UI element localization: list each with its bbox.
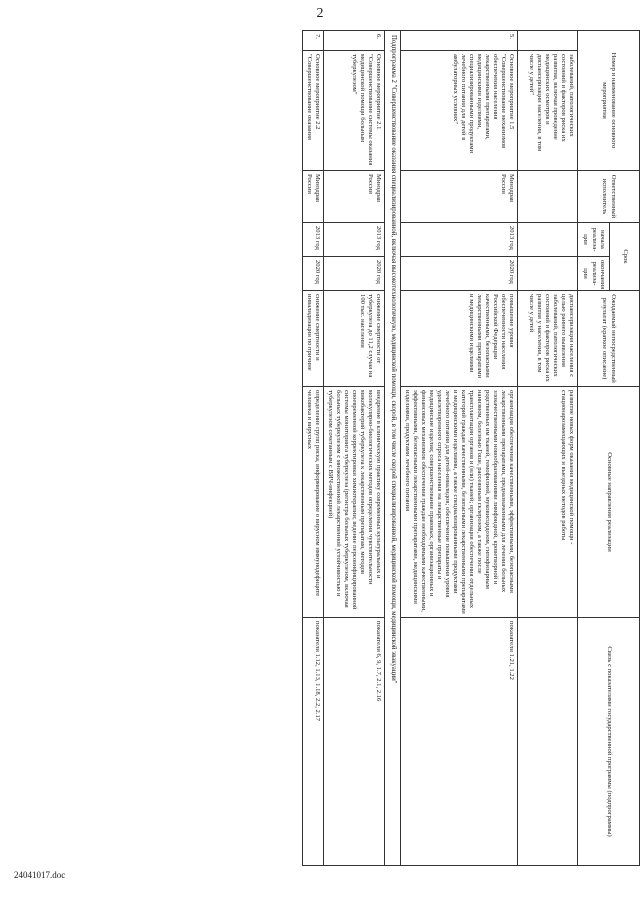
header-directions: Основные направления реализации: [578, 387, 640, 618]
subprogram-row: [385, 31, 400, 866]
row-number: 6.: [324, 31, 385, 51]
measure-result: снижение смертности и инвалидизации по причине: [303, 291, 324, 387]
measure-name: заболеваний, патологических состояний и факторов риска их развития, включая проведение медицинских осмотров и диспансеризации населения, в том числе у детей": [518, 51, 578, 171]
header-executor: Ответственный исполнитель: [578, 171, 640, 223]
header-term: Срок: [610, 223, 640, 291]
measure-start: 2013 год: [324, 223, 385, 257]
measure-result: повышение уровня обеспеченности населения Российской Федерации качественными, безопасными лекарственными препаратами и медицинскими изделиями: [400, 291, 517, 387]
row-number: 7.: [303, 31, 324, 51]
measure-name: Основное мероприятие 2.1 "Совершенствование системы оказания медицинской помощи больным туберкулезом": [324, 51, 385, 171]
measure-end: 2020 год: [324, 257, 385, 291]
measure-name: Основное мероприятие 1.5 "Совершенствование механизмов обеспечения населения лекарственными препаратами, медицинскими изделиями, специализированными продуктами лечебного питания для детей в амбулаторных условиях": [400, 51, 517, 171]
table-row: [324, 31, 385, 866]
header-start: начала реализа-ции: [578, 223, 610, 257]
measure-directions: организация обеспечения качественными, эффективными, безопасными лекарственными препаратами, предназначенными для лечения больных злокачественными новообразованиями лимфоидной, кроветворной и родственных им тканей, гемофилией, муковисцидозом, гипофизарным нанизмом, болезнью Гоше, рассеянным склерозом, а также после трансплантации органов и (или) тканей; организация обеспечения отдельных категорий граждан качественными, безопасными лекарственными препаратами и медицинскими изделиями, а также специализированными продуктами лечебного питания для детей-инвалидов; обеспечение повышения уровня удовлетворенного спроса населения на лекарственные препараты и медицинские изделия; совершенствование правовых, организационных и финансовых механизмов обеспечения граждан необходимыми качественными, эффективными, безопасными лекарственными препаратами, медицинскими изделиями, продуктами лечебного питания: [400, 387, 517, 618]
subprogram-title: Подпрограмма 2 "Совершенствование оказания специализированной, включая высокотехнологичную, медицинской помощи, скорой, в том числе скорой специализированной, медицинской помощи, медицинской эвакуации": [385, 31, 400, 866]
measure-end: 2020 год: [400, 257, 517, 291]
measure-link: показатели 1.12, 1.13, 1.18, 2.2, 2.17: [303, 618, 324, 866]
measure-directions: развитие новых форм оказания медицинской помощи - стационарозамещающих и выездных методов работы: [518, 387, 578, 618]
measures-table: [302, 30, 640, 866]
measure-start: 2013 год: [400, 223, 517, 257]
table-row: [400, 31, 517, 866]
table-row: [518, 31, 578, 866]
table-row: [303, 31, 324, 866]
measure-executor: Минздрав России: [400, 171, 517, 223]
measure-executor: Минздрав России: [303, 171, 324, 223]
header-link: Связь с показателями государственной программы (подпрограммы): [578, 618, 640, 866]
measure-link: [518, 618, 578, 866]
page-number: 2: [316, 6, 324, 21]
measure-start: [518, 223, 578, 257]
rotated-table-page: [50, 30, 640, 865]
measure-directions: внедрение в клиническую практику современных культуральных и молекулярно-биологических методов определения чувствительности микобактерий туберкулеза к лекарственным препаратам, методов своевременной корректировки химиотерапии; ведение персонифицированной системы мониторинга туберкулеза (регистра больных туберкулезом, включая больных туберкулезом с множественной лекарственной устойчивостью и туберкулезом сочетанным с ВИЧ-инфекцией): [324, 387, 385, 618]
row-number: [518, 31, 578, 51]
measure-directions: определение групп риска, информирование о вирусном иммунодефиците человека и вирусных: [303, 387, 324, 618]
measure-link: показатели 1.21, 1.22: [400, 618, 517, 866]
footer-doc-id: 24041017.doc: [14, 870, 66, 880]
measure-end: [518, 257, 578, 291]
measure-name: Основное мероприятие 2.2 "Совершенствование оказания: [303, 51, 324, 171]
header-result: Ожидаемый непосредственный результат (краткое описание): [578, 291, 640, 387]
header-number-and-name: Номер и наименование основного мероприятия: [578, 31, 640, 171]
measure-executor: Минздрав России: [324, 171, 385, 223]
measure-executor: [518, 171, 578, 223]
header-end: окончания реализа-ции: [578, 257, 610, 291]
measure-start: 2013 год: [303, 223, 324, 257]
row-number: 5.: [400, 31, 517, 51]
measure-link: показатели 6, 9, 1.7, 2.1, 2.16: [324, 618, 385, 866]
measure-result: диспансеризация населения с целью раннего выявления заболеваний, патологических состояний и факторов риска их развития у населения, в том числе у детей: [518, 291, 578, 387]
measure-end: 2020 год: [303, 257, 324, 291]
measure-result: снижение смертности от туберкулеза до 11,2 случая на 100 тыс. населения: [324, 291, 385, 387]
